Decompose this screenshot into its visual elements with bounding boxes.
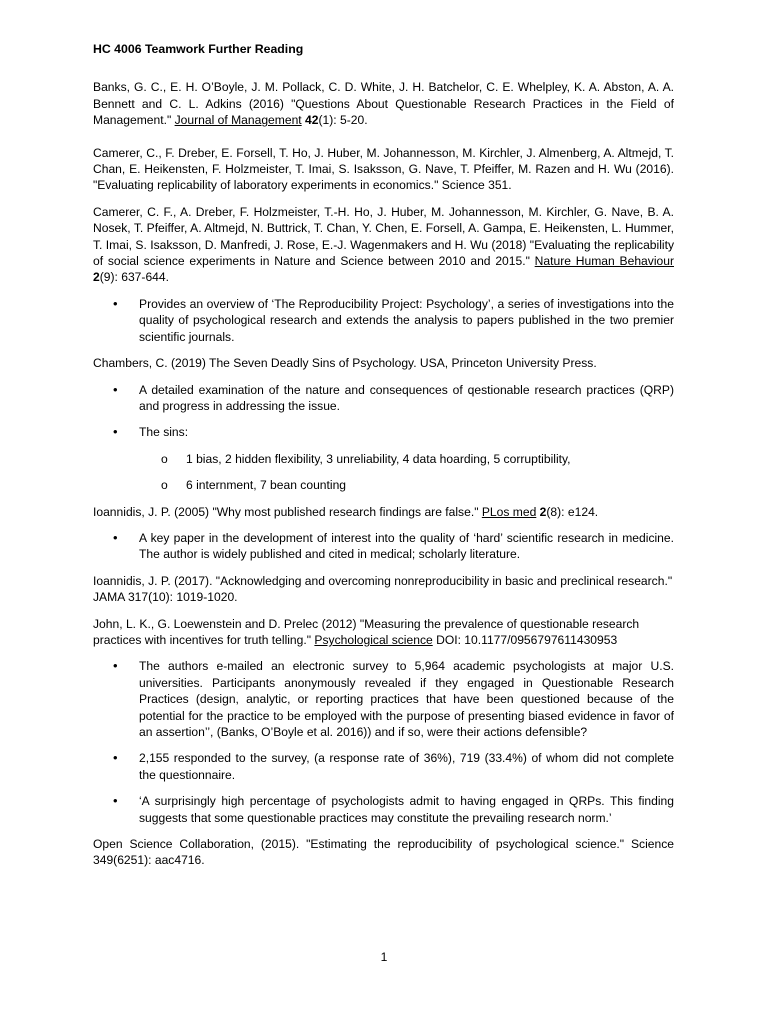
volume-number: 42 xyxy=(305,113,319,128)
annotation-list xyxy=(93,530,674,563)
sub-list-item: o 6 internment, 7 bean counting xyxy=(161,478,347,493)
annotation-list xyxy=(93,382,674,494)
list-item: • Provides an overview of ‘The Reproducibility Project: Psychology’, a series of investigations into the quality of psychological research and extends the analysis to papers published in the two premier scientific journals. xyxy=(93,296,674,345)
reference-osc: Open Science Collaboration, (2015). "Estimating the reproducibility of psychological science." Science 349(6251): aac4716. xyxy=(93,837,674,868)
reference-camerer-2016: Camerer, C., F. Dreber, E. Forsell, T. Ho, J. Huber, M. Johannesson, M. Kirchler, J. Almenberg, A. Altmejd, T. Chan, E. Heikensten, F. Holzmeister, T. Imai, S. Isaksson, G. Nave, T. Pfeiffer, M. Razen and H. Wu (2016). "Evaluating replicability of laboratory experiments in economics." Science 351. xyxy=(93,145,674,193)
annotation-list xyxy=(93,658,674,826)
list-item: • The sins: o 1 bias, 2 hidden flexibility, 3 unreliability, 4 data hoarding, 5 corruptibility, o 6 internment, 7 bean counting xyxy=(93,424,674,493)
annotation-list xyxy=(93,296,674,345)
reference-john: John, L. K., G. Loewenstein and D. Prelec (2012) "Measuring the prevalence of questionable research practices with incentives for truth telling." Psychological science DOI: 10.1177/0956797611430953 xyxy=(93,616,640,647)
reference-camerer-2018: Camerer, C. F., A. Dreber, F. Holzmeister, T.-H. Ho, J. Huber, M. Johannesson, M. Kirchler, G. Nave, B. A. Nosek, T. Pfeiffer, A. Altmejd, N. Buttrick, T. Chan, Y. Chen, E. Forsell, A. Gampa, E. Heikensten, L. Hummer, T. Imai, S. Isaksson, D. Manfredi, J. Rose, E.-J. Wagenmakers and H. Wu (2018) "Evaluating the replicability of social science experiments in Nature and Science between 2010 and 2015." Nature Human Behaviour 2(9): 637-644. xyxy=(93,204,674,285)
sins-sublist xyxy=(139,451,674,494)
reference-chambers: Chambers, C. (2019) The Seven Deadly Sins of Psychology. USA, Princeton University Press. xyxy=(93,356,597,371)
list-item: • ‘A surprisingly high percentage of psychologists admit to having engaged in QRPs. This finding suggests that some questionable practices may constitute the prevailing research norm.’ xyxy=(93,793,674,826)
document-title: HC 4006 Teamwork Further Reading xyxy=(93,42,304,56)
sub-list-item: o 1 bias, 2 hidden flexibility, 3 unreliability, 4 data hoarding, 5 corruptibility, xyxy=(161,451,571,466)
reference-ioannidis-2017: Ioannidis, J. P. (2017). "Acknowledging and overcoming nonreproducibility in basic and preclinical research." JAMA 317(10): 1019-1020. xyxy=(93,573,673,605)
list-item: • A detailed examination of the nature and consequences of qestionable research practices (QRP) and progress in addressing the issue. xyxy=(93,382,674,415)
page-number: 1 xyxy=(380,950,388,964)
list-item: • A key paper in the development of interest into the quality of ‘hard’ scientific research in medicine. The author is widely published and cited in medical; scholarly literature. xyxy=(93,530,674,563)
journal-name: PLos med xyxy=(481,504,537,519)
volume-number: 2 xyxy=(93,270,100,285)
list-item: • 2,155 responded to the survey, (a response rate of 36%), 719 (33.4%) of whom did not complete the questionnaire. xyxy=(93,750,674,783)
journal-name: Psychological science xyxy=(314,632,433,647)
journal-name: Nature Human Behaviour xyxy=(534,254,674,269)
volume-number: 2 xyxy=(539,504,547,519)
reference-banks: Banks, G. C., E. H. O’Boyle, J. M. Pollack, C. D. White, J. H. Batchelor, C. E. Whelpley, K. A. Abston, A. A. Bennett and C. L. Adkins (2016) "Questions About Questionable Research Practices in the Field of Management." Journal of Management 42(1): 5-20. xyxy=(93,80,674,128)
journal-name: Journal of Management xyxy=(174,113,302,128)
circle-bullet-icon: o xyxy=(161,478,168,493)
circle-bullet-icon: o xyxy=(161,451,168,466)
document-page xyxy=(93,41,674,879)
reference-ioannidis-2005: Ioannidis, J. P. (2005) "Why most published research findings are false." PLos med 2(8): e124. xyxy=(93,504,599,519)
list-item: • The authors e-mailed an electronic survey to 5,964 academic psychologists at major U.S. universities. Participants anonymously revealed if they engaged in Questionable Research Practices (design, analytic, or reporting practices that have been questioned because of the potential for the practice to be employed with the purpose of presenting biased evidence in favor of an assertion’’, (Banks, O’Boyle et al. 2016)) and if so, were their actions defensible? xyxy=(93,658,674,740)
